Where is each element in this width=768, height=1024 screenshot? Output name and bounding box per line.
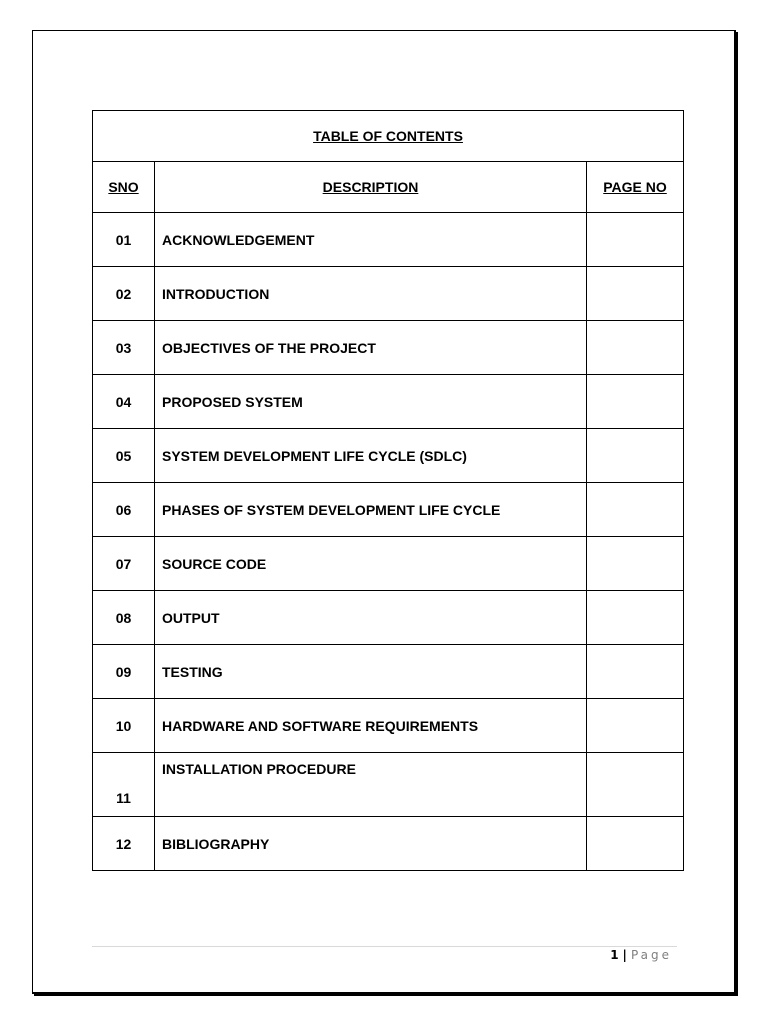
row-page [587,213,684,267]
footer-separator: | [622,948,627,962]
row-description: PROPOSED SYSTEM [155,375,587,429]
row-description: SYSTEM DEVELOPMENT LIFE CYCLE (SDLC) [155,429,587,483]
row-sno: 08 [93,591,155,645]
row-description: INSTALLATION PROCEDURE [155,753,587,817]
row-page [587,645,684,699]
row-description: BIBLIOGRAPHY [155,817,587,871]
table-row [93,645,684,699]
row-description: ACKNOWLEDGEMENT [155,213,587,267]
header-sno: SNO [93,162,155,213]
table-row [93,699,684,753]
toc-title: TABLE OF CONTENTS [93,111,684,162]
row-description: INTRODUCTION [155,267,587,321]
row-page [587,321,684,375]
row-page [587,753,684,817]
row-sno: 12 [93,817,155,871]
row-description: TESTING [155,645,587,699]
row-description: OUTPUT [155,591,587,645]
table-row [93,537,684,591]
table-row [93,483,684,537]
row-page [587,483,684,537]
toc-title-row [93,111,684,162]
row-sno: 05 [93,429,155,483]
row-page [587,699,684,753]
row-description: PHASES OF SYSTEM DEVELOPMENT LIFE CYCLE [155,483,587,537]
table-of-contents [92,110,684,871]
footer-divider [92,946,677,947]
page-number: 1 [610,948,619,962]
row-sno: 10 [93,699,155,753]
row-page [587,817,684,871]
table-row [93,267,684,321]
table-row [93,321,684,375]
row-page [587,429,684,483]
row-page [587,591,684,645]
page-label: Page [630,948,672,962]
table-row [93,753,684,817]
row-sno: 04 [93,375,155,429]
table-row [93,213,684,267]
row-description: HARDWARE AND SOFTWARE REQUIREMENTS [155,699,587,753]
table-row [93,817,684,871]
row-sno: 01 [93,213,155,267]
table-row [93,591,684,645]
row-page [587,537,684,591]
page-footer [610,948,672,962]
row-description: OBJECTIVES OF THE PROJECT [155,321,587,375]
row-page [587,267,684,321]
row-description: SOURCE CODE [155,537,587,591]
header-page-no: PAGE NO [587,162,684,213]
row-sno: 11 [93,753,155,817]
row-sno: 03 [93,321,155,375]
row-sno: 09 [93,645,155,699]
table-row [93,375,684,429]
toc-header-row [93,162,684,213]
table-row [93,429,684,483]
header-description: DESCRIPTION [155,162,587,213]
row-sno: 07 [93,537,155,591]
row-sno: 06 [93,483,155,537]
row-page [587,375,684,429]
row-sno: 02 [93,267,155,321]
